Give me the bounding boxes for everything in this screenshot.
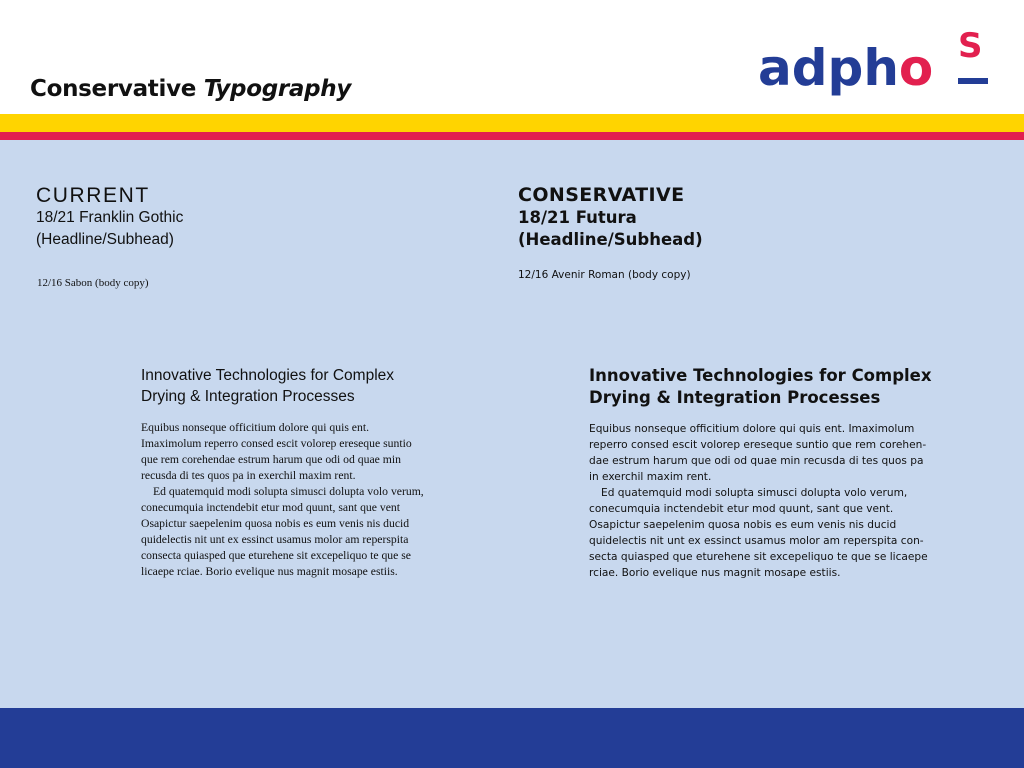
current-sample-line: que rem corehendae estrum harum que odi od quae min: [141, 453, 401, 466]
conservative-sample-line: Osapictur saepelenim quosa nobis es eum venis nis ducid: [589, 519, 897, 531]
current-sample-title-line1: Innovative Technologies for Complex: [141, 367, 395, 384]
current-sample: [141, 365, 461, 580]
current-sample-paragraph-1: [141, 420, 461, 484]
header: [0, 0, 1024, 114]
conservative-sample: [589, 365, 939, 581]
conservative-label: CONSERVATIVE: [518, 184, 685, 206]
red-stripe: [0, 132, 1024, 140]
logo-text-o: o: [898, 39, 934, 97]
conservative-sample-line: quidelectis nit unt ex essinct usamus molor am reperspita con-: [589, 535, 924, 547]
current-sample-line: Osapictur saepelenim quosa nobis es eum venis nis ducid: [141, 517, 410, 530]
current-spec-line1: 18/21 Franklin Gothic: [36, 209, 184, 226]
conservative-sample-line: reperro consed escit volorep ereseque suntio que rem corehen-: [589, 439, 927, 451]
current-sample-line: quidelectis nit unt ex essinct usamus molor am reperspita: [141, 533, 409, 546]
conservative-sample-paragraph-1: [589, 421, 939, 485]
current-sample-body: [141, 420, 461, 580]
page-title-italic: Typography: [203, 76, 352, 102]
current-heading: [36, 184, 183, 251]
conservative-sample-line: secta quiasped que eturehene sit excepeliquo te que se licaepe: [589, 551, 928, 563]
conservative-sample-line: Ed quatemquid modi solupta simusci dolupta volo verum,: [601, 487, 908, 499]
conservative-spec-line2: (Headline/Subhead): [518, 230, 703, 249]
conservative-body-note: 12/16 Avenir Roman (body copy): [518, 269, 691, 281]
current-sample-paragraph-2: [141, 484, 461, 580]
current-sample-line: conecumquia inctendebit etur mod quunt, sant que vent: [141, 501, 401, 514]
conservative-sample-body: [589, 421, 939, 581]
logo-text-s: S: [958, 26, 983, 66]
conservative-sample-title: [589, 365, 939, 409]
conservative-sample-line: rciae. Borio evelique nus magnit mosape estiis.: [589, 567, 841, 579]
current-sample-title-line2: Drying & Integration Processes: [141, 388, 355, 405]
conservative-sample-line: dae estrum harum que odi od quae min recusda di tes quos pa: [589, 455, 924, 467]
logo-wordmark: [758, 38, 933, 98]
current-sample-line: Imaximolum reperro consed escit volorep ereseque suntio: [141, 437, 412, 450]
logo-underline-bar: [958, 78, 988, 84]
conservative-sample-paragraph-2: [589, 485, 939, 581]
current-sample-line: Ed quatemquid modi solupta simusci dolupta volo verum,: [153, 485, 424, 498]
conservative-spec-line1: 18/21 Futura: [518, 208, 637, 227]
conservative-sample-line: conecumquia inctendebit etur mod quunt, sant que vent.: [589, 503, 894, 515]
logo-text-main: adph: [758, 39, 899, 97]
current-sample-line: consecta quiasped que eturehene sit excepeliquo te que se: [141, 549, 411, 562]
adphos-logo: [758, 26, 990, 100]
current-sample-line: recusda di tes quos pa in exerchil maxim rent.: [141, 469, 356, 482]
conservative-sample-title-line1: Innovative Technologies for Complex: [589, 366, 932, 385]
footer-band: [0, 708, 1024, 768]
current-body-note: 12/16 Sabon (body copy): [37, 277, 149, 289]
conservative-heading: [518, 184, 703, 251]
page-title-prefix: Conservative: [30, 76, 204, 102]
conservative-sample-title-line2: Drying & Integration Processes: [589, 388, 881, 407]
current-label: CURRENT: [36, 184, 150, 207]
current-sample-title: [141, 365, 461, 407]
current-sample-line: Equibus nonseque officitium dolore qui quis ent.: [141, 421, 369, 434]
current-spec-line2: (Headline/Subhead): [36, 231, 174, 248]
current-sample-line: licaepe rciae. Borio evelique nus magnit mosape estiis.: [141, 565, 398, 578]
page-title: [30, 76, 351, 102]
conservative-sample-line: in exerchil maxim rent.: [589, 471, 712, 483]
conservative-sample-line: Equibus nonseque officitium dolore qui quis ent. Imaximolum: [589, 423, 915, 435]
yellow-stripe: [0, 114, 1024, 132]
